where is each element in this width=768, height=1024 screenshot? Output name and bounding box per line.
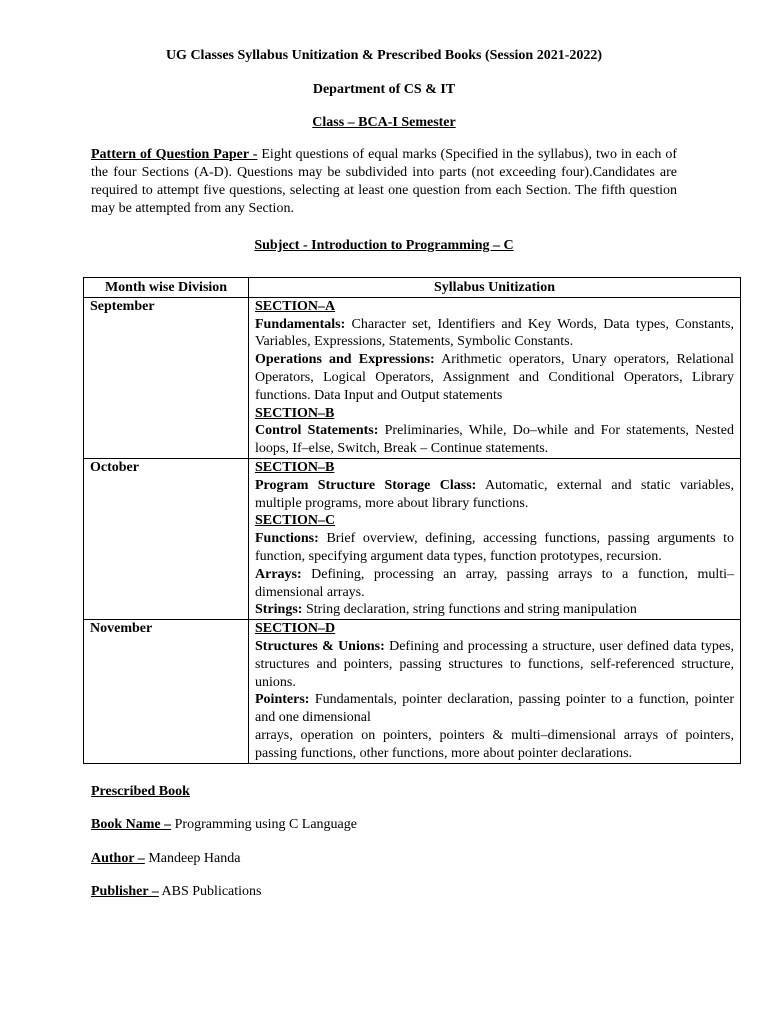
header-month: Month wise Division: [84, 278, 249, 298]
publisher-value: ABS Publications: [158, 884, 262, 899]
section-heading: SECTION–D: [255, 621, 336, 637]
topic-text: Defining and processing a structure, user defined data types, structures and pointers, passing structures to functions, self-referenced structure, unions.: [255, 638, 734, 690]
topic-entry: [255, 351, 734, 404]
author-line: [91, 850, 240, 868]
syllabus-cell: [249, 458, 741, 619]
topic-label: Fundamentals:: [255, 316, 346, 332]
pattern-text: Eight questions of equal marks (Specified in the syllabus), two in each of the four Sections (A-D). Questions may be subdivided into parts (not exceeding four).Candidates are required to attempt five questions, selecting at least one question from each Section. The fifth question may be attempted from any Section.: [91, 147, 677, 216]
class-heading: Class – BCA-I Semester: [312, 115, 456, 130]
subject-heading: Subject - Introduction to Programming – C: [254, 238, 514, 253]
topic-text: Preliminaries, While, Do–while and For statements, Nested loops, If–else, Switch, Break – Continue statements.: [255, 423, 734, 457]
topic-entry: [255, 691, 734, 727]
topic-text: Defining, processing an array, passing arrays to a function, multi–dimensional arrays.: [255, 566, 734, 600]
topic-entry: [255, 727, 734, 763]
table-row: [84, 620, 741, 763]
topic-entry: [255, 316, 734, 352]
month-cell: November: [84, 620, 249, 763]
topic-label: Pointers:: [255, 692, 310, 708]
syllabus-cell: [249, 620, 741, 763]
topic-entry: [255, 530, 734, 566]
document-title: UG Classes Syllabus Unitization & Prescribed Books (Session 2021-2022): [165, 48, 603, 63]
topic-entry: [255, 477, 734, 513]
topic-label: Operations and Expressions:: [255, 352, 435, 368]
section-heading: SECTION–C: [255, 513, 336, 529]
topic-text: Arithmetic operators, Unary operators, Relational Operators, Logical Operators, Assignment and Conditional Operators, Library functions. Data Input and Output statements: [255, 352, 734, 403]
topic-text: Automatic, external and static variables, multiple programs, more about library functions.: [255, 477, 735, 511]
topic-label: Functions:: [255, 531, 319, 547]
topic-text: String declaration, string functions and string manipulation: [302, 602, 637, 618]
book-name-label: Book Name –: [91, 817, 172, 832]
publisher-line: [91, 883, 262, 901]
topic-entry: [255, 601, 734, 619]
topic-label: Structures & Unions:: [255, 638, 385, 654]
month-cell: September: [84, 297, 249, 458]
book-name-line: [91, 816, 357, 834]
topic-text: arrays, operation on pointers, pointers & multi–dimensional arrays of pointers, passing functions, other functions, more about pointer declarations.: [255, 727, 734, 761]
topic-label: Arrays:: [255, 566, 302, 582]
topic-text: Character set, Identifiers and Key Words, Data types, Constants, Variables, Expressions, Statements, Symbolic Constants.: [255, 316, 734, 350]
book-name-value: Programming using C Language: [171, 817, 357, 832]
section-heading: SECTION–B: [255, 405, 335, 421]
department-heading: Department of CS & IT: [312, 82, 456, 97]
topic-label: Program Structure Storage Class:: [255, 477, 477, 493]
section-heading: SECTION–B: [255, 459, 335, 475]
month-cell: October: [84, 458, 249, 619]
topic-text: Brief overview, defining, accessing functions, passing arguments to function, specifying argument data types, function prototypes, recursion.: [255, 531, 734, 564]
topic-entry: [255, 566, 734, 602]
topic-entry: [255, 422, 734, 458]
pattern-label: Pattern of Question Paper -: [91, 147, 258, 162]
header-syllabus: Syllabus Unitization: [249, 278, 741, 298]
topic-label: Strings:: [255, 602, 303, 618]
syllabus-table: [83, 277, 741, 764]
table-header-row: [84, 278, 741, 298]
author-label: Author –: [91, 851, 145, 866]
table-row: [84, 297, 741, 458]
topic-text: Fundamentals, pointer declaration, passing pointer to a function, pointer and one dimensional: [255, 692, 734, 726]
publisher-label: Publisher –: [91, 884, 159, 899]
table-body: [84, 297, 741, 763]
question-pattern-paragraph: [91, 146, 677, 218]
table-row: [84, 458, 741, 619]
author-value: Mandeep Handa: [144, 851, 241, 866]
prescribed-book-heading: Prescribed Book: [91, 784, 190, 799]
topic-entry: [255, 638, 734, 691]
section-heading: SECTION–A: [255, 298, 336, 314]
syllabus-cell: [249, 297, 741, 458]
topic-label: Control Statements:: [255, 423, 379, 439]
